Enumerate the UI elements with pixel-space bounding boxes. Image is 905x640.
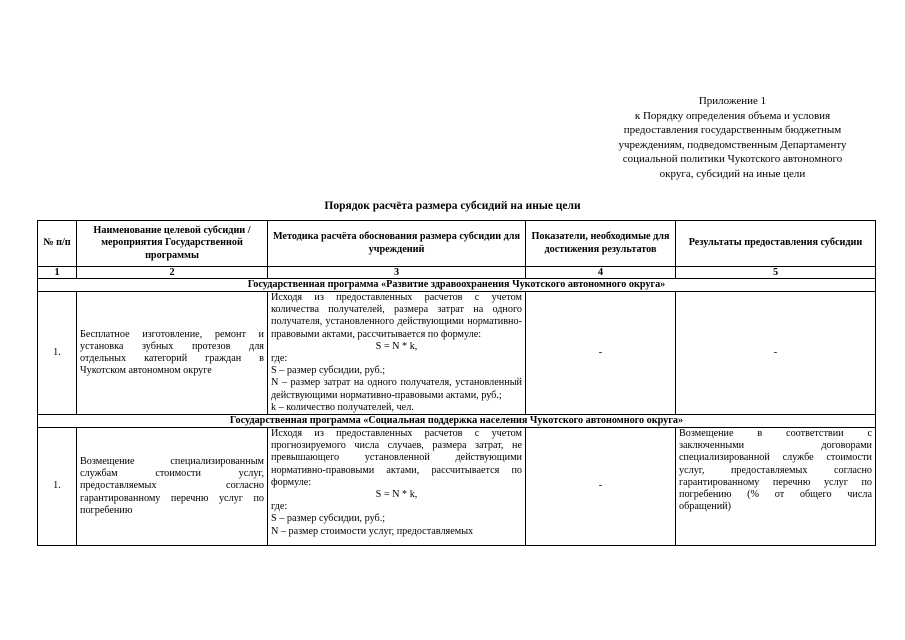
method-intro: Исходя из предоставленных расчетов с учетом прогнозируемого числа случаев, размера затрат, не превышающего установленной действующими нормативно-правовыми актами, рассчитывается по формуле: <box>271 428 522 488</box>
n-definition: N – размер затрат на одного получателя, установленный действующими нормативно-правовыми актами, руб.; <box>271 377 522 401</box>
formula: S = N * k, <box>375 340 418 352</box>
appendix-note <box>575 94 890 182</box>
formula: S = N * k, <box>375 489 418 501</box>
method-intro: Исходя из предоставленных расчетов с учетом количества получателей, размера затрат на одного получателя, установленного действующими нормативно-правовыми актами, рассчитывается по формуле: <box>271 292 522 340</box>
program-title: Государственная программа «Развитие здравоохранения Чукотского автономного округа» <box>38 279 876 292</box>
column-number: 5 <box>676 267 876 279</box>
n-definition: N – размер стоимости услуг, предоставляемых <box>271 525 474 537</box>
appendix-line: округа, субсидий на иные цели <box>659 167 806 180</box>
table-row <box>38 292 876 415</box>
indicators-cell: - <box>526 428 676 546</box>
column-numbers-row <box>38 267 876 279</box>
program-title: Государственная программа «Социальная поддержка населения Чукотского автономного округа» <box>38 415 876 428</box>
row-number: 1. <box>38 428 77 546</box>
k-definition: k – количество получателей, чел. <box>271 401 414 413</box>
header-results: Результаты предоставления субсидии <box>676 221 876 267</box>
header-row <box>38 221 876 267</box>
column-number: 3 <box>268 267 526 279</box>
row-number: 1. <box>38 292 77 415</box>
subsidy-name: Бесплатное изготовление, ремонт и установка зубных протезов для отдельных категорий граждан в Чукотском автономном округе <box>77 292 268 415</box>
header-name: Наименование целевой субсидии /мероприятия Государственной программы <box>77 221 268 267</box>
header-indicators: Показатели, необходимые для достижения результатов <box>526 221 676 267</box>
column-number: 1 <box>38 267 77 279</box>
program-row <box>38 279 876 292</box>
header-num: № п/п <box>38 221 77 267</box>
table-row <box>38 428 876 546</box>
method-cell <box>268 292 526 415</box>
program-row <box>38 415 876 428</box>
where-label: где: <box>271 353 288 365</box>
s-definition: S – размер субсидии, руб.; <box>271 365 386 377</box>
subsidy-table <box>37 220 876 546</box>
results-cell: Возмещение в соответствии с заключенными договорами специализированной службе стоимости услуг, предоставляемых согласно гарантированному перечню услуг по погребению (% от общего числа обращений) <box>676 428 876 546</box>
subsidy-name: Возмещение специализированным службам стоимости услуг, предоставляемых согласно гарантированному перечню услуг по погребению <box>77 428 268 546</box>
column-number: 2 <box>77 267 268 279</box>
document-title: Порядок расчёта размера субсидий на иные цели <box>324 200 581 212</box>
appendix-line: социальной политики Чукотского автономного <box>622 153 843 166</box>
where-label: где: <box>271 501 288 513</box>
method-cell <box>268 428 526 546</box>
column-number: 4 <box>526 267 676 279</box>
indicators-cell: - <box>526 292 676 415</box>
appendix-line: предоставления государственным бюджетным <box>623 124 842 137</box>
appendix-line: Приложение 1 <box>698 95 767 107</box>
appendix-line: к Порядку определения объема и условия <box>634 109 831 122</box>
appendix-line: учреждениям, подведомственным Департаменту <box>618 138 847 151</box>
s-definition: S – размер субсидии, руб.; <box>271 513 386 525</box>
results-cell: - <box>676 292 876 415</box>
header-method: Методика расчёта обоснования размера субсидии для учреждений <box>268 221 526 267</box>
